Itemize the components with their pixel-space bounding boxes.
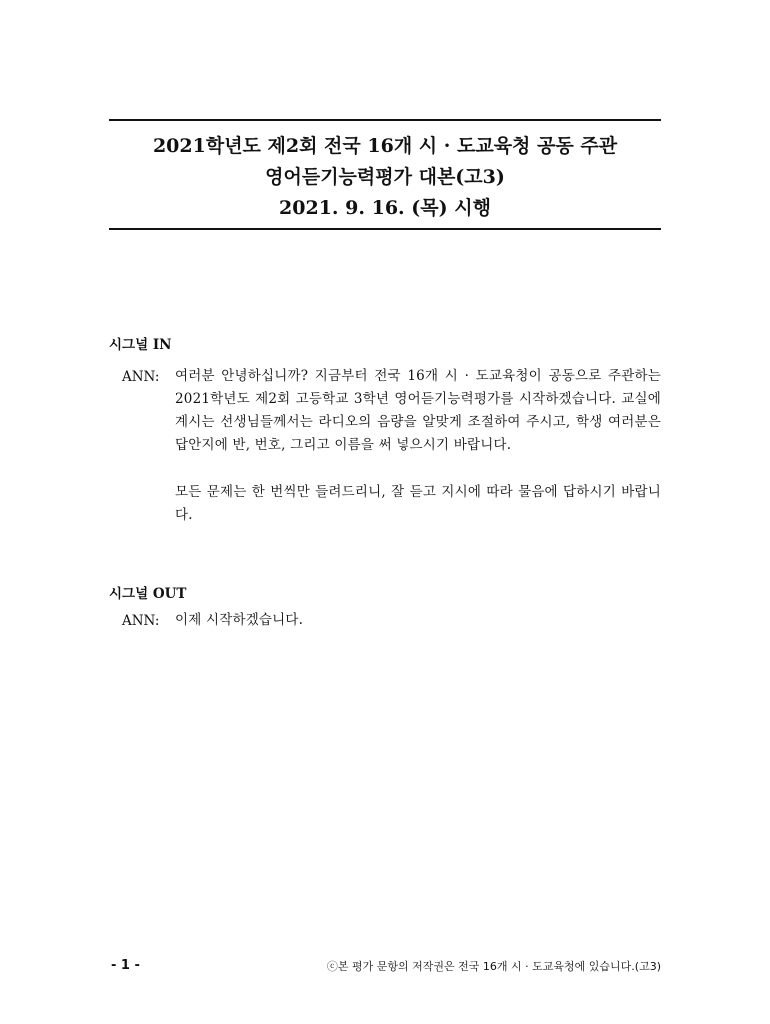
title-line-2: 영어듣기능력평가 대본(고3) (265, 166, 505, 188)
script-paragraph: 모든 문제는 한 번씩만 들려드리니, 잘 듣고 지시에 따라 물음에 답하시기 바랍니다. (175, 484, 661, 523)
section-heading-signal-in: 시그널 IN (109, 337, 172, 353)
speaker-label: ANN: (122, 613, 160, 629)
speaker-label: ANN: (122, 369, 160, 385)
document-title (109, 131, 661, 224)
copyright-notice: ⓒ본 평가 문항의 저작권은 전국 16개 시 · 도교육청에 있습니다.(고3) (326, 960, 661, 973)
script-paragraph: 여러분 안녕하십니까? 지금부터 전국 16개 시 · 도교육청이 공동으로 주관하는 2021학년도 제2회 고등학교 3학년 영어듣기능력평가를 시작하겠습니다. 교실에 계시는 선생님들께서는 라디오의 음량을 알맞게 조절하여 주시고, 학생 여러분은 답안지에 반, 번호, 그리고 이름을 써 넣으시기 바랍니다. (175, 368, 661, 453)
section-heading-signal-out: 시그널 OUT (109, 586, 187, 602)
header-top-rule (109, 119, 661, 121)
header-bottom-rule (109, 228, 661, 230)
script-paragraph: 이제 시작하겠습니다. (175, 612, 304, 628)
title-line-1: 2021학년도 제2회 전국 16개 시 · 도교육청 공동 주관 (152, 135, 618, 157)
title-line-3: 2021. 9. 16. (목) 시행 (279, 197, 491, 219)
page-number: - 1 - (111, 958, 140, 973)
